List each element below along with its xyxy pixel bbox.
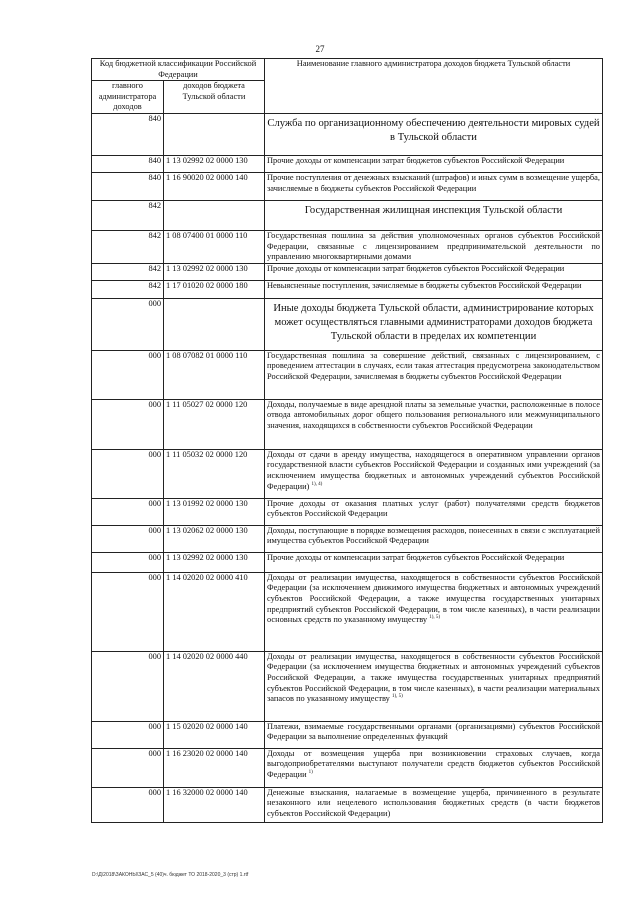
section-row	[92, 298, 603, 350]
table-row	[92, 787, 603, 822]
revenue-code-cell: 1 13 02992 02 0000 130	[164, 263, 265, 280]
revenue-code-cell	[164, 113, 265, 155]
table-row	[92, 498, 603, 525]
admin-code-cell: 842	[92, 230, 164, 263]
table-row	[92, 350, 603, 399]
revenue-name-text: Доходы, получаемые в виде арендной платы за земельные участки, расположенные в полосе отвода автомобильных дорог общего пользования регионального или межмуниципального значения, находящихся в собственности субъектов Российской Федерации	[267, 399, 600, 430]
admin-code-cell: 842	[92, 200, 164, 230]
revenue-code-cell: 1 13 01992 02 0000 130	[164, 498, 265, 525]
revenue-name-cell	[265, 263, 603, 280]
revenue-code-cell: 1 08 07082 01 0000 110	[164, 350, 265, 399]
admin-code-cell: 840	[92, 113, 164, 155]
revenue-name-cell	[265, 721, 603, 748]
revenue-name-cell	[265, 155, 603, 172]
revenue-code-cell: 1 11 05027 02 0000 120	[164, 399, 265, 449]
table-row	[92, 172, 603, 200]
revenue-code-cell: 1 16 32000 02 0000 140	[164, 787, 265, 822]
revenue-code-cell: 1 16 23020 02 0000 140	[164, 748, 265, 787]
kbk-header: Код бюджетной классификации Российской Федерации	[92, 59, 265, 81]
revenue-code-cell: 1 17 01020 02 0000 180	[164, 280, 265, 298]
revenue-code-cell: 1 13 02992 02 0000 130	[164, 155, 265, 172]
section-row	[92, 113, 603, 155]
admin-code-cell: 840	[92, 155, 164, 172]
revenue-code-cell: 1 15 02020 02 0000 140	[164, 721, 265, 748]
table-row	[92, 449, 603, 498]
table-row	[92, 552, 603, 572]
revenue-name-cell	[265, 525, 603, 552]
table-row	[92, 748, 603, 787]
revenue-table	[91, 58, 603, 823]
admin-code-cell: 000	[92, 552, 164, 572]
revenue-name-text: Иные доходы бюджета Тульской области, администрирование которых может осуществляться главными администраторами доходов бюджета Тульской области в пределах их компетенции	[273, 302, 594, 342]
revenue-name-text: Платежи, взимаемые государственными органами (организациями) субъектов Российской Федерации за выполнение определенных функций	[267, 721, 600, 742]
admin-code-cell: 000	[92, 651, 164, 721]
footnote-mark: 1), 5)	[429, 615, 441, 621]
admin-code-cell: 000	[92, 449, 164, 498]
revenue-name-text: Прочие доходы от оказания платных услуг (работ) получателями средств бюджетов субъектов Российской Федерации	[267, 498, 600, 519]
section-title	[265, 298, 603, 350]
table-row	[92, 399, 603, 449]
revenue-name-cell	[265, 399, 603, 449]
revenue-name-text: Государственная пошлина за действия уполномоченных органов субъектов Российской Федерации, связанные с лицензированием предпринимательской деятельности по управлению многоквартирными домами	[267, 230, 600, 262]
admin-code-cell: 842	[92, 263, 164, 280]
revenue-name-text: Прочие поступления от денежных взысканий (штрафов) и иных сумм в возмещение ущерба, зачисляемые в бюджеты субъектов Российской Федерации	[267, 172, 600, 193]
table-row	[92, 525, 603, 552]
admin-code-cell: 000	[92, 399, 164, 449]
table-row	[92, 572, 603, 651]
admin-code-cell: 000	[92, 721, 164, 748]
revenue-code-cell: 1 13 02992 02 0000 130	[164, 552, 265, 572]
revenue-name-text: Доходы от сдачи в аренду имущества, находящегося в оперативном управлении органов государственной власти субъектов Российской Федерации и созданных ими учреждений (за исключением имущества бюджетных и автономных учреждений субъектов Российской Федерации)	[267, 449, 600, 491]
footnote-mark: 1)	[308, 770, 313, 776]
admin-code-cell: 000	[92, 748, 164, 787]
revenue-name-text: Доходы от реализации имущества, находящегося в собственности субъектов Российской Федерации (за исключением имущества бюджетных и автономных учреждений субъектов Российской Федерации, а также имущества государственных унитарных предприятий субъектов Российской Федерации, в том числе казенных), в части реализации материальных запасов по указанному имуществу	[267, 651, 600, 704]
table-row	[92, 280, 603, 298]
revenue-name-text: Невыясненные поступления, зачисляемые в бюджеты субъектов Российской Федерации	[267, 280, 582, 290]
revenue-name-cell	[265, 552, 603, 572]
name-column-header: Наименование главного администратора доходов бюджета Тульской области	[265, 59, 603, 114]
section-title	[265, 113, 603, 155]
section-row	[92, 200, 603, 230]
revenue-name-cell	[265, 449, 603, 498]
revenue-code-cell: 1 13 02062 02 0000 130	[164, 525, 265, 552]
revenue-name-cell	[265, 651, 603, 721]
table-row	[92, 721, 603, 748]
table-row	[92, 155, 603, 172]
revenue-column-header: доходов бюджета Тульской области	[164, 81, 265, 114]
revenue-name-cell	[265, 572, 603, 651]
revenue-code-cell: 1 14 02020 02 0000 440	[164, 651, 265, 721]
revenue-name-text: Государственная пошлина за совершение действий, связанных с лицензированием, с проведением аттестации в случаях, если такая аттестация предусмотрена законодательством Российской Федерации, зачисляемая в бюджеты субъектов Российской Федерации	[267, 350, 600, 381]
file-path-footer: D:\Д\2018\ЗАКОНЫ\ЗАС_5 (40)ч. бюджет ТО 2018-2020_3 (стр) 1.rtf	[92, 872, 249, 878]
admin-code-cell: 840	[92, 172, 164, 200]
revenue-name-text: Денежные взыскания, налагаемые в возмещение ущерба, причиненного в результате незаконного или нецелевого использования бюджетных средств (в части бюджетов субъектов Российской Федерации)	[267, 787, 600, 818]
revenue-code-cell	[164, 200, 265, 230]
revenue-name-text: Доходы от реализации имущества, находящегося в собственности субъектов Российской Федерации (за исключением движимого имущества бюджетных и автономных учреждений субъектов Российской Федерации, а также имущества государственных унитарных предприятий субъектов Российской Федерации, в том числе казенных), в части реализации основных средств по указанному имуществу	[267, 572, 600, 625]
revenue-code-cell: 1 14 02020 02 0000 410	[164, 572, 265, 651]
revenue-code-cell: 1 11 05032 02 0000 120	[164, 449, 265, 498]
revenue-code-cell: 1 16 90020 02 0000 140	[164, 172, 265, 200]
revenue-name-cell	[265, 787, 603, 822]
revenue-name-cell	[265, 172, 603, 200]
admin-code-cell: 000	[92, 350, 164, 399]
admin-code-cell: 000	[92, 572, 164, 651]
admin-column-header: главного администратора доходов	[92, 81, 164, 114]
admin-code-cell: 000	[92, 787, 164, 822]
revenue-name-text: Доходы, поступающие в порядке возмещения расходов, понесенных в связи с эксплуатацией имущества субъектов Российской Федерации	[267, 525, 600, 546]
footnote-mark: 1), 5)	[391, 694, 403, 700]
section-title	[265, 200, 603, 230]
revenue-name-cell	[265, 498, 603, 525]
revenue-name-text: Прочие доходы от компенсации затрат бюджетов субъектов Российской Федерации	[267, 552, 565, 562]
revenue-name-cell	[265, 230, 603, 263]
admin-code-cell: 000	[92, 298, 164, 350]
revenue-code-cell	[164, 298, 265, 350]
footnote-mark: 1), 4)	[311, 481, 323, 487]
revenue-name-cell	[265, 748, 603, 787]
table-row	[92, 230, 603, 263]
header-row-top	[92, 59, 603, 81]
admin-code-cell: 000	[92, 498, 164, 525]
revenue-name-text: Служба по организационному обеспечению деятельности мировых судей в Тульской области	[267, 117, 600, 143]
table-body	[92, 113, 603, 822]
revenue-name-text: Прочие доходы от компенсации затрат бюджетов субъектов Российской Федерации	[267, 155, 565, 165]
revenue-name-text: Государственная жилищная инспекция Тульской области	[304, 204, 563, 216]
revenue-name-text: Прочие доходы от компенсации затрат бюджетов субъектов Российской Федерации	[267, 263, 565, 273]
revenue-name-text: Доходы от возмещения ущерба при возникновении страховых случаев, когда выгодоприобретателями выступают получатели средств бюджетов субъектов Российской Федерации	[267, 748, 600, 779]
revenue-name-cell	[265, 350, 603, 399]
page-number: 27	[315, 44, 325, 54]
admin-code-cell: 842	[92, 280, 164, 298]
table-row	[92, 263, 603, 280]
revenue-name-cell	[265, 280, 603, 298]
revenue-code-cell: 1 08 07400 01 0000 110	[164, 230, 265, 263]
table-row	[92, 651, 603, 721]
admin-code-cell: 000	[92, 525, 164, 552]
